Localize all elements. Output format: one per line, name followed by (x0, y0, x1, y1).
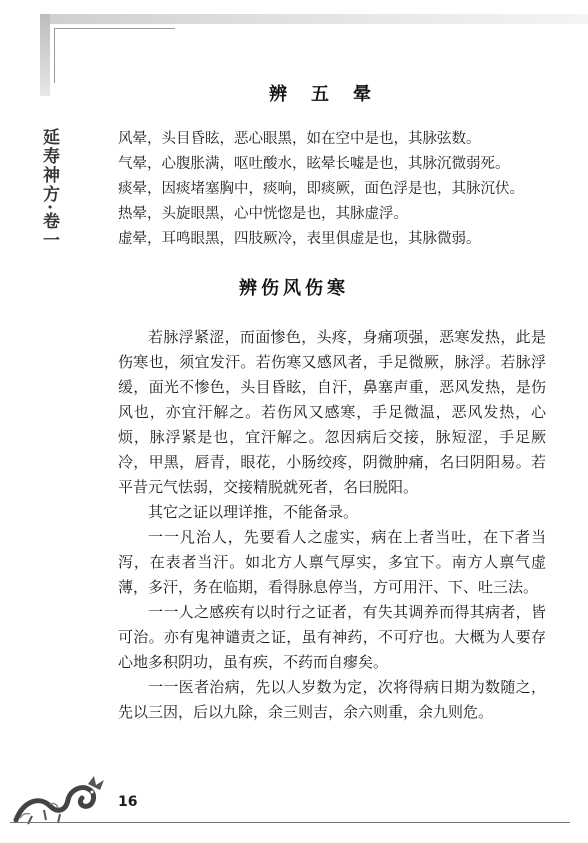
dragon-ornament-icon (10, 770, 114, 828)
body-paragraph: 一一凡治人，先要看人之虚实，病在上者当吐，在下者当泻，在表者当汗。如北方人禀气厚实，多宜下。南方人禀气虚薄，多汗，务在临期，看得脉息停当，方可用汗、下、吐三法。 (118, 528, 546, 596)
dizziness-item: 虚晕，耳鸣眼黑，四肢厥冷，表里俱虚是也，其脉微弱。 (118, 231, 481, 247)
body-paragraph: 一一人之感疾有以时行之证者，有失其调养而得其病者，皆可治。亦有鬼神谴责之证，虽有神药，不可疗也。大概为人要存心地多积阴功，虽有疾，不药而自瘳矣。 (118, 603, 546, 671)
dizziness-item: 风晕，头目昏眩，恶心眼黑，如在空中是也，其脉弦数。 (118, 131, 481, 147)
page-number: 16 (118, 794, 138, 810)
page-corner-decoration-top (40, 14, 588, 24)
wind-cold-body (118, 325, 546, 725)
footer-rule (10, 822, 570, 823)
body-paragraph: 一一医者治病，先以人岁数为定，次将得病日期为数随之，先以三因，后以九除，余三则吉，余六则重，余九则危。 (118, 678, 546, 721)
section-heading-five-dizziness: 辨五晕 (269, 84, 395, 105)
running-book-title: 延寿神方·卷一 (39, 128, 59, 250)
section-heading-wind-cold: 辨伤风伤寒 (239, 278, 349, 299)
dizziness-list (118, 127, 546, 252)
body-paragraph: 其它之证以理详推，不能备录。 (148, 503, 359, 521)
dizziness-item: 痰晕，因痰堵塞胸中，痰响，即痰厥，面色浮是也，其脉沉伏。 (118, 181, 524, 197)
body-paragraph: 若脉浮紧涩，而面惨色，头疼，身痛项强，恶寒发热，此是伤寒也，须宜发汗。若伤寒又感风者，手足微厥，脉浮。若脉浮缓，面光不惨色，头目昏眩，自汗，鼻塞声重，恶风发热，是伤风也，亦宜汗解之。若伤风又感寒，手足微温，恶风发热，心烦，脉浮紧是也，宜汗解之。忽因病后交接，脉短涩，手足厥冷，甲黑，唇青，眼花，小肠绞疼，阴微肿痛，名曰阴阳易。若平昔元气怯弱，交接精脱就死者，名曰脱阳。 (118, 328, 546, 496)
page-corner-frame (54, 28, 175, 83)
dizziness-item: 热晕，头旋眼黑，心中恍惚是也，其脉虚浮。 (118, 206, 408, 222)
dizziness-item: 气晕，心腹胀满，呕吐酸水，眩晕长嘘是也，其脉沉微弱死。 (118, 156, 510, 172)
